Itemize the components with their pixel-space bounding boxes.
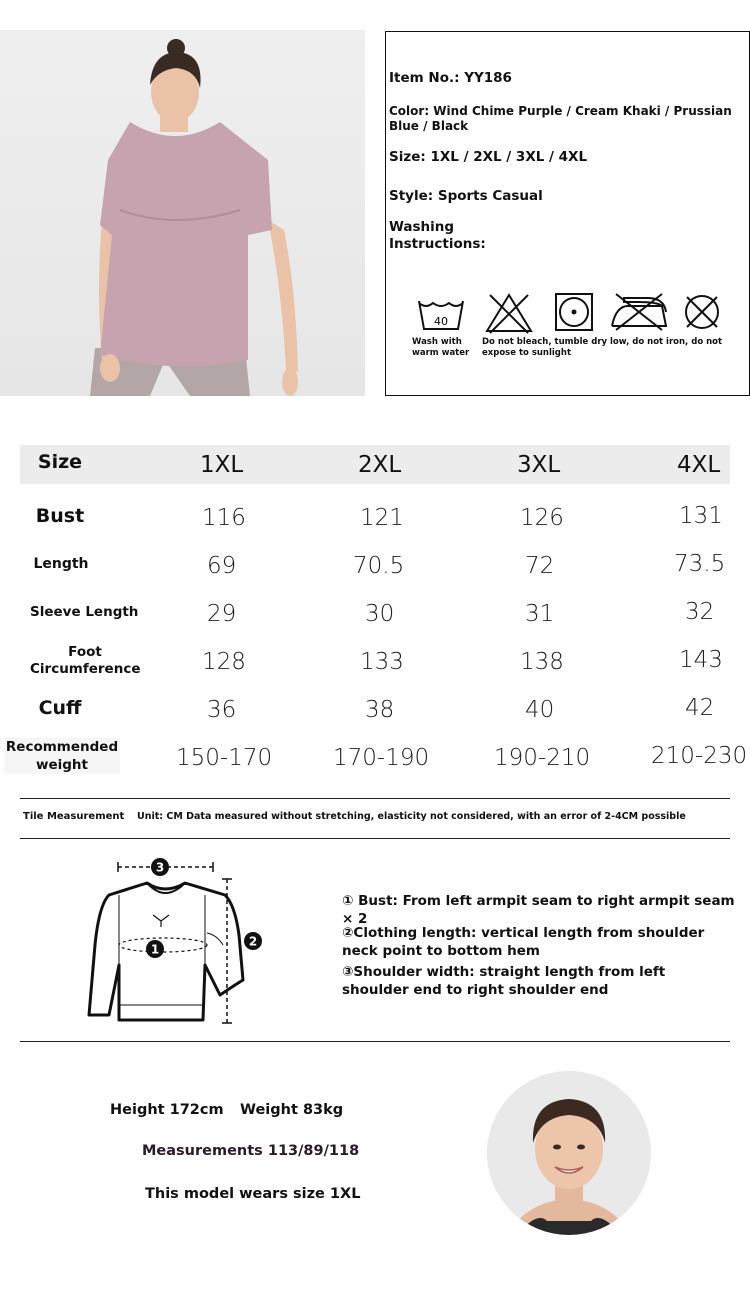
table-cell: 128	[202, 649, 246, 675]
no-bleach-icon	[484, 292, 534, 334]
table-cell: 143	[679, 647, 723, 673]
wash-temp-label: 40	[434, 315, 448, 328]
table-cell: 170-190	[333, 745, 430, 771]
table-cell: 42	[685, 695, 715, 721]
tile-measurement-title: Tile Measurement	[23, 811, 125, 822]
color-options: Color: Wind Chime Purple / Cream Khaki / Prussian Blue / Black	[389, 104, 732, 133]
table-cell: 70.5	[353, 553, 405, 579]
table-cell: 133	[360, 649, 404, 675]
product-info-panel	[385, 31, 750, 396]
style-text: Style: Sports Casual	[389, 188, 543, 204]
marker-1	[146, 940, 164, 958]
divider	[20, 1041, 730, 1042]
wash-caption: Wash with warm water	[412, 337, 470, 358]
care-caption: Do not bleach, tumble dry low, do not iron, do not expose to sunlight	[482, 337, 723, 358]
size-options: Size: 1XL / 2XL / 3XL / 4XL	[389, 149, 588, 165]
table-cell: 210-230	[651, 743, 748, 769]
marker-2	[244, 932, 262, 950]
row-label-recommended-weight	[4, 738, 120, 774]
model-portrait	[487, 1071, 651, 1235]
table-cell: 72	[525, 553, 555, 579]
row-label-length: Length	[33, 556, 89, 572]
garment-diagram	[85, 855, 270, 1030]
marker-3	[151, 858, 169, 876]
table-cell: 116	[202, 505, 246, 531]
no-sunlight-icon	[682, 292, 722, 332]
care-icons-row	[386, 290, 750, 340]
row-label-line: Foot	[68, 644, 102, 660]
column-1xl: 1XL	[200, 452, 244, 478]
size-header-label: Size	[37, 451, 83, 473]
column-2xl: 2XL	[358, 452, 402, 478]
row-label-foot-circumference	[30, 644, 140, 678]
table-cell: 38	[365, 697, 395, 723]
model-size-worn: This model wears size 1XL	[145, 1186, 361, 1202]
wash-40-icon	[416, 295, 466, 335]
column-4xl: 4XL	[677, 452, 721, 478]
table-cell: 29	[207, 601, 237, 627]
model-portrait-illustration	[487, 1071, 651, 1235]
table-cell: 31	[525, 601, 555, 627]
row-label-bust: Bust	[35, 505, 85, 527]
unit-note: Unit: CM Data measured without stretching, elasticity not considered, with an error of 2-4CM possible	[137, 811, 686, 822]
table-cell: 190-210	[494, 745, 591, 771]
table-cell: 32	[685, 599, 715, 625]
table-cell: 126	[520, 505, 564, 531]
table-cell: 69	[207, 553, 237, 579]
row-label-line: Circumference	[30, 661, 141, 677]
table-cell: 36	[207, 697, 237, 723]
row-label-line: Recommended	[5, 739, 119, 755]
row-label-sleeve-length: Sleeve Length	[30, 604, 139, 620]
column-3xl: 3XL	[517, 452, 561, 478]
marker-1-label: 1	[150, 942, 160, 957]
model-weight: Weight 83kg	[240, 1102, 344, 1118]
item-number: Item No.: YY186	[389, 70, 512, 86]
length-instruction: ②Clothing length: vertical length from shoulder neck point to bottom hem	[342, 925, 705, 959]
shoulder-instruction: ③Shoulder width: straight length from left shoulder end to right shoulder end	[342, 964, 666, 998]
table-cell: 73.5	[674, 551, 726, 577]
model-height: Height 172cm	[110, 1102, 224, 1118]
row-label-cuff: Cuff	[38, 697, 82, 719]
marker-3-label: 3	[155, 860, 165, 875]
product-photo	[0, 30, 365, 396]
model-measurements: Measurements 113/89/118	[142, 1143, 360, 1159]
divider	[20, 838, 730, 839]
model-illustration	[0, 30, 365, 396]
washing-instructions-title: Washing Instructions:	[389, 219, 486, 252]
marker-2-label: 2	[248, 934, 258, 949]
divider	[20, 798, 730, 799]
table-cell: 30	[365, 601, 395, 627]
table-cell: 121	[360, 505, 404, 531]
bust-instruction: ① Bust: From left armpit seam to right armpit seam × 2	[342, 893, 735, 927]
row-label-line: weight	[36, 757, 88, 773]
tumble-dry-low-icon	[554, 292, 594, 332]
table-cell: 138	[520, 649, 564, 675]
table-cell: 40	[525, 697, 555, 723]
table-cell: 150-170	[176, 745, 273, 771]
no-iron-icon	[608, 292, 670, 332]
table-cell: 131	[679, 503, 723, 529]
